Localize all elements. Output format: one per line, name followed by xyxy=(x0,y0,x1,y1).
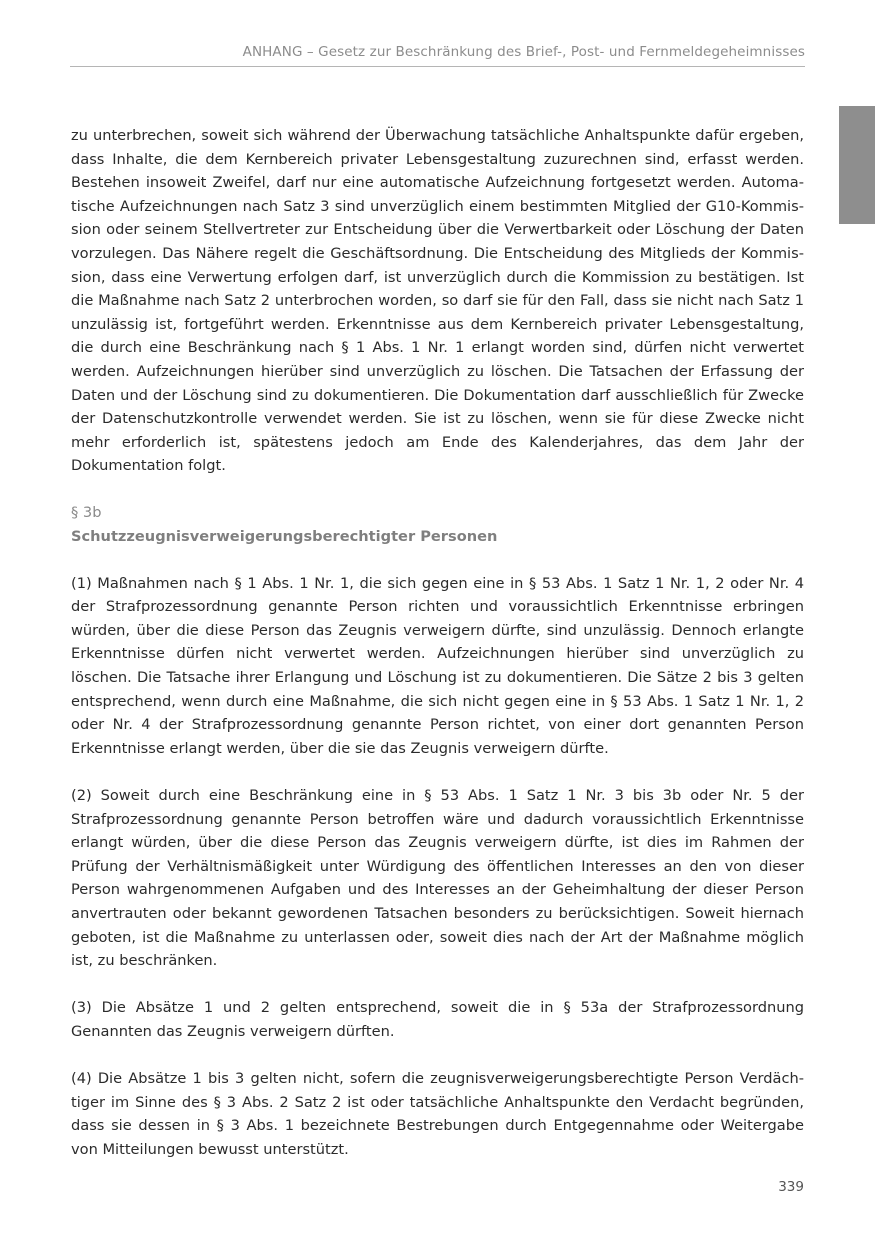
paragraph-2: (2) Soweit durch eine Beschränkung eine in § 53 Abs. 1 Satz 1 Nr. 3 bis 3b oder Nr. 5 der Strafprozessordnung genannte Person betroffen wäre und dadurch voraussichtlich Erkenntnisse erlangt würden, über die diese Person das Zeugnis verweigern dürfte, ist dies im Rahmen der Prüfung der Verhältnismäßigkeit unter Würdigung des öffentlichen Interesses an den von dieser Person wahrgenommenen Aufgaben und des Interesses an der Geheimhaltung der dieser Person anvertrauten oder bekannt gewordenen Tatsachen besonders zu berücksichtigen. Soweit hiernach geboten, ist die Maßnahme zu unterlassen oder, soweit dies nach der Art der Maßnahme möglich ist, zu beschränken. xyxy=(71,787,804,970)
section-title: Schutzzeugnisverweigerungsberechtigter Personen xyxy=(71,527,498,545)
spacer xyxy=(71,973,804,997)
page-number: 339 xyxy=(778,1179,804,1195)
continuation-paragraph: zu unterbrechen, soweit sich während der Überwachung tatsächliche Anhaltspunkte dafür ergeben, dass Inhalte, die dem Kernbereich privater Lebensgestaltung zuzurechnen sind, erfasst werden. Bestehen insoweit Zweifel, darf nur eine automatische Aufzeichnung fortgesetzt werden. Automatische Aufzeichnungen nach Satz 3 sind unverzüglich einem bestimmten Mitglied der G10-Kommission oder seinem Stellvertreter zur Entscheidung über die Verwertbarkeit oder Löschung der Daten vorzulegen. Das Nähere regelt die Geschäftsordnung. Die Entscheidung des Mitglieds der Kommission, dass eine Verwertung erfolgen darf, ist unverzüglich durch die Kommission zu bestätigen. Ist die Maßnahme nach Satz 2 unterbrochen worden, so darf sie für den Fall, dass sie nicht nach Satz 1 unzulässig ist, fortgeführt werden. Erkenntnisse aus dem Kernbereich privater Lebensgestaltung, die durch eine Beschränkung nach § 1 Abs. 1 Nr. 1 erlangt worden sind, dürfen nicht verwertet werden. Aufzeichnungen hierüber sind unverzüglich zu löschen. Die Tatsachen der Erfassung der Daten und der Löschung sind zu dokumentieren. Die Dokumentation darf ausschließlich für Zwecke der Datenschutzkontrolle verwendet werden. Sie ist zu löschen, wenn sie für diese Zwecke nicht mehr erforderlich ist, spätestens jedoch am Ende des Kalenderjahres, das dem Jahr der Dokumentation folgt. xyxy=(71,127,804,475)
section-number: § 3b xyxy=(71,503,102,521)
paragraph-3: (3) Die Absätze 1 und 2 gelten entsprechend, soweit die in § 53a der Strafprozessordnung Genannten das Zeugnis verweigern dürften. xyxy=(71,999,804,1040)
spacer xyxy=(71,548,804,572)
spacer xyxy=(71,760,804,784)
paragraph-1: (1) Maßnahmen nach § 1 Abs. 1 Nr. 1, die sich gegen eine in § 53 Abs. 1 Satz 1 Nr. 1, 2 oder Nr. 4 der Strafprozessordnung genannte Person richten und voraussichtlich Erkenntnisse erbringen würden, über die diese Person das Zeugnis verweigern dürfte, sind unzulässig. Dennoch erlangte Erkenntnisse dürfen nicht verwertet werden. Aufzeichnungen hierüber sind unverzüglich zu löschen. Die Tatsache ihrer Erlangung und Löschung ist zu dokumentieren. Die Sätze 2 bis 3 gelten entsprechend, wenn durch eine Maßnahme, die sich nicht gegen eine in § 53 Abs. 1 Satz 1 Nr. 1, 2 oder Nr. 4 der Strafprozessordnung genannte Person richtet, von einer dort genannten Person Erkenntnisse erlangt werden, über die sie das Zeugnis verweigern dürfte. xyxy=(71,574,804,757)
chapter-thumb-tab xyxy=(839,106,875,224)
paragraph-4: (4) Die Absätze 1 bis 3 gelten nicht, sofern die zeugnisverweigerungsberechtigte Person Verdächtiger im Sinne des § 3 Abs. 2 Satz 2 ist oder tatsächliche Anhaltspunkte den Verdacht begründen, dass sie dessen in § 3 Abs. 1 bezeichnete Bestrebungen durch Entgegennahme oder Weitergabe von Mitteilungen bewusst unterstützt. xyxy=(71,1070,804,1158)
page-content xyxy=(71,124,804,1162)
header-divider xyxy=(70,66,805,67)
spacer xyxy=(71,1044,804,1068)
running-header: ANHANG – Gesetz zur Beschränkung des Brief-, Post- und Fernmeldegeheimnisses xyxy=(242,44,805,60)
